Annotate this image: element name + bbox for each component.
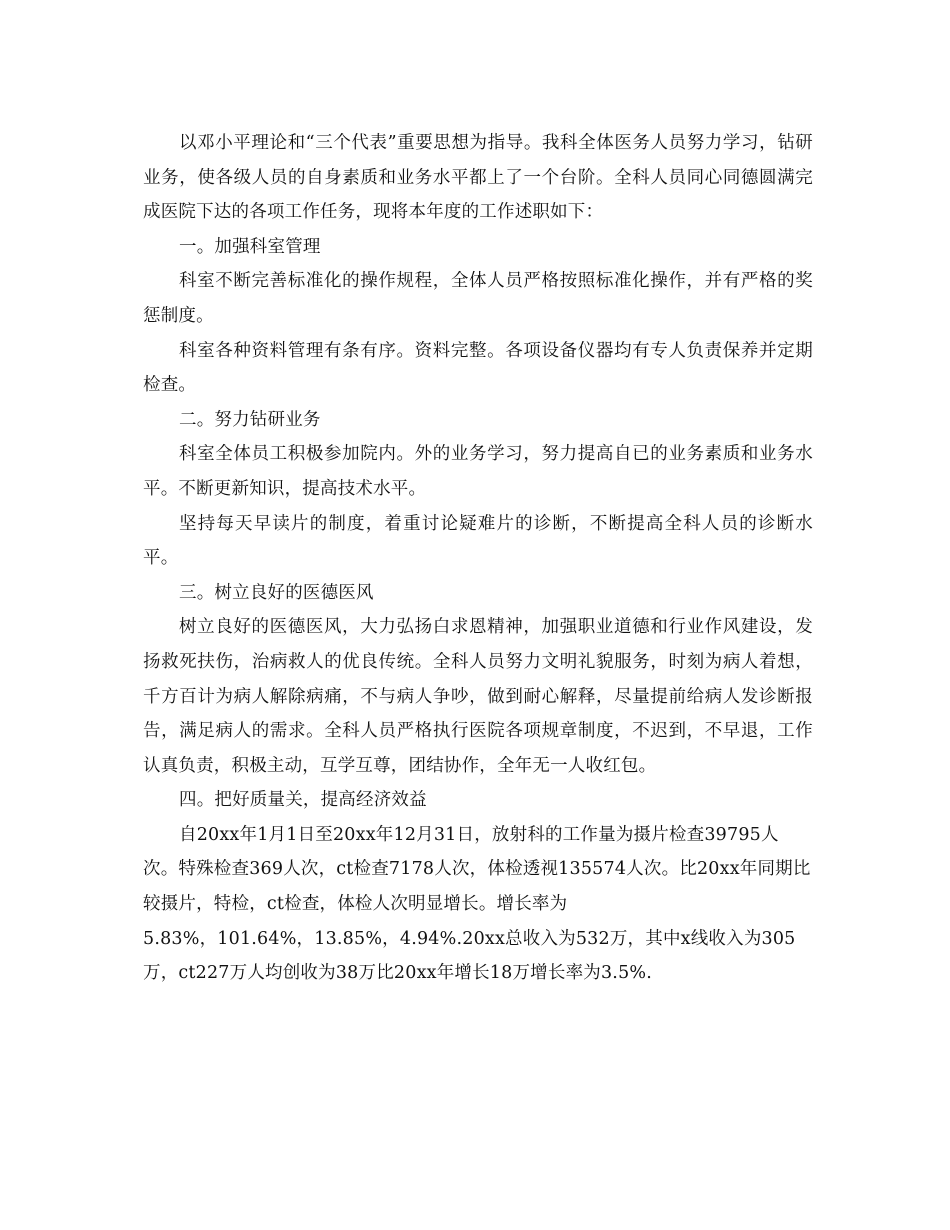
paragraph-ethics: 树立良好的医德医风，大力弘扬白求恩精神，加强职业道德和行业作风建设，发扬救死扶伤，治病救人的优良传统。全科人员努力文明礼貌服务，时刻为病人着想，千方百计为病人解除病痛，不与病人争吵，做到耐心解释，尽量提前给病人发诊断报告，满足病人的需求。全科人员严格执行医院各项规章制度，不迟到，不早退，工作认真负责，积极主动，互学互尊，团结协作，全年无一人收红包。 — [143, 617, 813, 776]
paragraph-study-2: 坚持每天早读片的制度，着重讨论疑难片的诊断，不断提高全科人员的诊断水平。 — [143, 513, 813, 569]
paragraph-intro: 以邓小平理论和“三个代表”重要思想为指导。我科全体医务人员努力学习，钻研业务，使各级人员的自身素质和业务水平都上了一个台阶。全科人员同心同德圆满完成医院下达的各项工作任务，现将本年度的工作述职如下： — [143, 133, 813, 223]
paragraph-statistics-continued: 5.83%，101.64%，13.85%，4.94%.20xx总收入为532万，其中x线收入为305万，ct227万人均创收为38万比20xx年增长18万增长率为3.5%. — [143, 928, 796, 984]
paragraph-statistics: 自20xx年1月1日至20xx年12月31日，放射科的工作量为摄片检查39795人次。特殊检查369人次，ct检查7178人次，体检透视135574人次。比20xx年同期比较摄片，特检，ct检查，体检人次明显增长。增长率为 — [143, 824, 811, 915]
paragraph-study-1: 科室全体员工积极参加院内。外的业务学习，努力提高自已的业务素质和业务水平。不断更新知识，提高技术水平。 — [143, 444, 813, 499]
document-body — [143, 126, 813, 991]
section-heading-2: 二。努力钻研业务 — [179, 409, 321, 430]
paragraph-management-2: 科室各种资料管理有条有序。资料完整。各项设备仪器均有专人负责保养并定期检查。 — [143, 340, 813, 396]
paragraph-management-1: 科室不断完善标准化的操作规程，全体人员严格按照标准化操作，并有严格的奖惩制度。 — [143, 271, 813, 326]
section-heading-4: 四。把好质量关，提高经济效益 — [179, 790, 427, 811]
section-heading-1: 一。加强科室管理 — [179, 236, 321, 257]
section-heading-3: 三。树立良好的医德医风 — [179, 582, 374, 603]
